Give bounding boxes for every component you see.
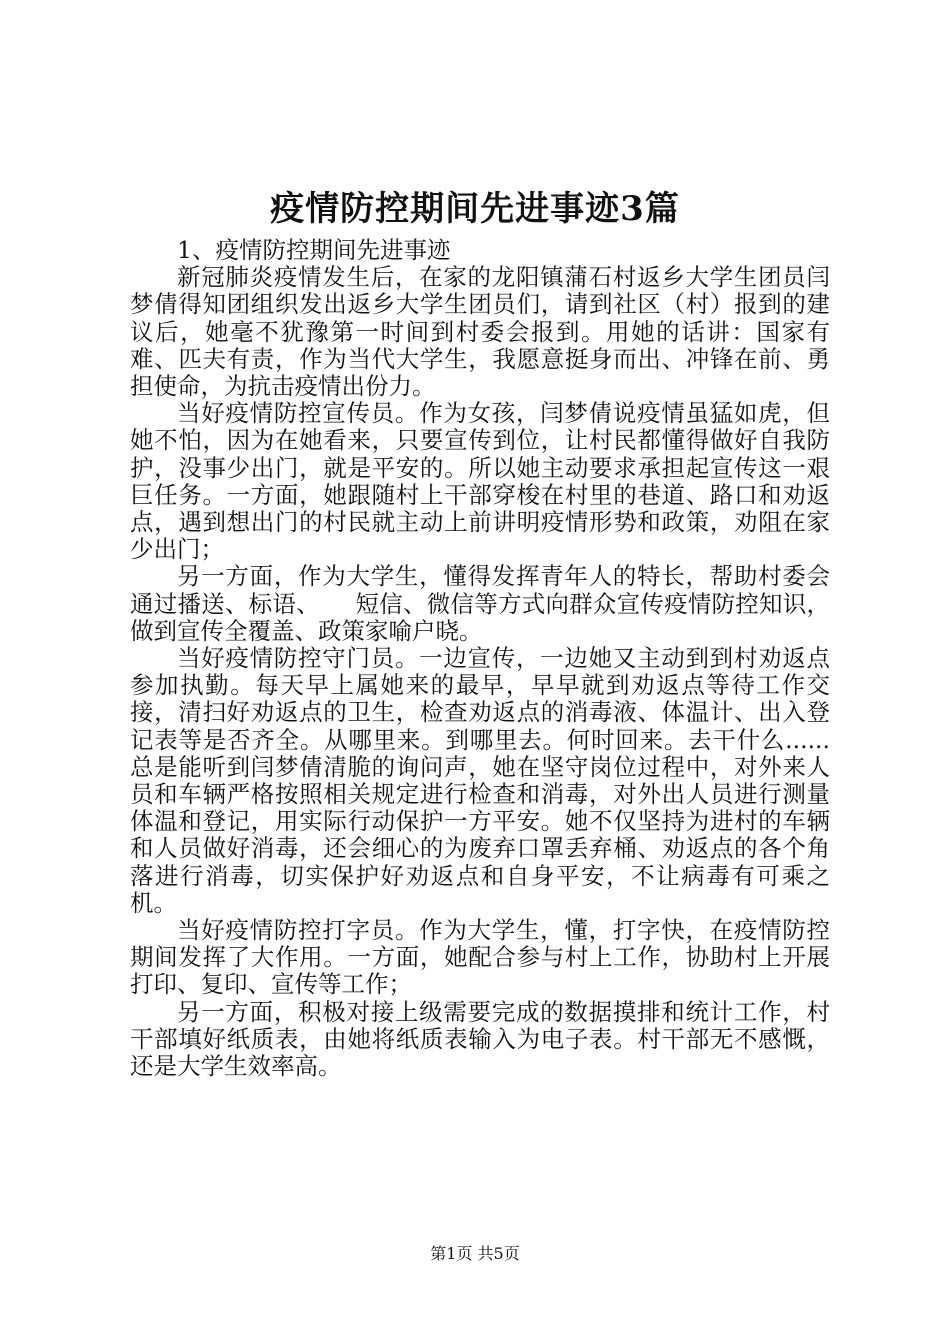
paragraph: 另一方面，作为大学生，懂得发挥青年人的特长，帮助村委会通过播送、标语、 短信、微信等方式向群众宣传疫情防控知识，做到宣传全覆盖、政策家喻户晓。 xyxy=(130,562,830,645)
section-heading: 1、疫情防控期间先进事迹 xyxy=(177,236,451,264)
document-body xyxy=(130,237,830,1080)
paragraph: 另一方面，积极对接上级需要完成的数据摸排和统计工作，村干部填好纸质表，由她将纸质表输入为电子表。村干部无不感慨，还是大学生效率高。 xyxy=(130,997,830,1081)
paragraph: 当好疫情防控打字员。作为大学生，懂，打字快，在疫情防控期间发挥了大作用。一方面，她配合参与村上工作，协助村上开展打印、复印、宣传等工作； xyxy=(130,916,830,999)
paragraph: 新冠肺炎疫情发生后，在家的龙阳镇蒲石村返乡大学生团员闫梦倩得知团组织发出返乡大学生团员们，请到社区（村）报到的建议后，她毫不犹豫第一时间到村委会报到。用她的话讲：国家有难、匹夫有责，作为当代大学生，我愿意挺身而出、冲锋在前、勇担使命，为抗击疫情出份力。 xyxy=(130,263,830,401)
page-number-footer: 第1页 共5页 xyxy=(430,1244,520,1263)
document-title: 疫情防控期间先进事迹3篇 xyxy=(270,189,680,229)
paragraph: 当好疫情防控宣传员。作为女孩，闫梦倩说疫情虽猛如虎，但她不怕，因为在她看来，只要宣传到位，让村民都懂得做好自我防护，没事少出门，就是平安的。所以她主动要求承担起宣传这一艰巨任务。一方面，她跟随村上干部穿梭在村里的巷道、路口和劝返点，遇到想出门的村民就主动上前讲明疫情形势和政策，劝阻在家少出门； xyxy=(130,399,830,564)
paragraph: 当好疫情防控守门员。一边宣传，一边她又主动到到村劝返点参加执勤。每天早上属她来的最早，早早就到劝返点等待工作交接，清扫好劝返点的卫生，检查劝返点的消毒液、体温计、出入登记表等是否齐全。从哪里来。到哪里去。何时回来。去干什么......总是能听到闫梦倩清脆的询问声，她在坚守岗位过程中，对外来人员和车辆严格按照相关规定进行检查和消毒，对外出人员进行测量体温和登记，用实际行动保护一方平安。她不仅坚持为进村的车辆和人员做好消毒，还会细心的为废弃口罩丢弃桶、劝返点的各个角落进行消毒，切实保护好劝返点和自身平安，不让病毒有可乘之机。 xyxy=(130,644,830,917)
